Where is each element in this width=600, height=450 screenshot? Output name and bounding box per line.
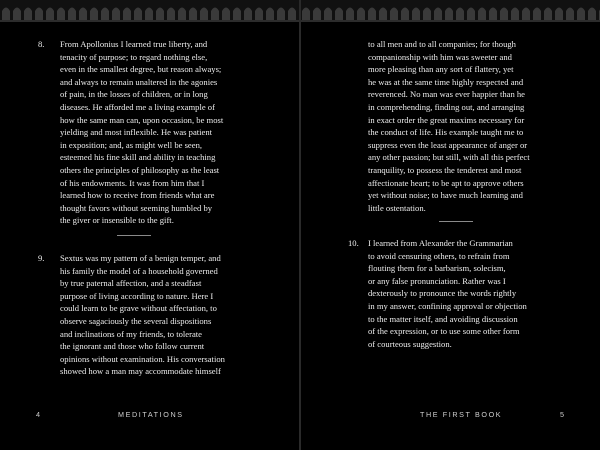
arch-ornament: [335, 8, 343, 21]
arch-ornament: [533, 8, 541, 21]
text-line: learned how to receive from friends what are: [60, 190, 215, 201]
text-line: dexterously to pronounce the words rightly: [368, 288, 517, 299]
text-line: even in the smallest degree, but reason always;: [60, 64, 222, 75]
page-number: 5: [560, 410, 564, 419]
decorative-top-border: [0, 0, 300, 22]
arch-ornament: [156, 8, 164, 21]
arch-ornament: [46, 8, 54, 21]
text-line: reverenced. No man was ever happier than he: [368, 89, 525, 100]
arch-ornament: [445, 8, 453, 21]
arch-ornament: [13, 8, 21, 21]
text-line: yielding and most inflexible. He was patient: [60, 127, 213, 138]
passage-text: [368, 237, 598, 350]
text-line: the ignorant and those who follow current: [60, 341, 205, 352]
ornament-icon: [0, 0, 300, 22]
arch-ornament: [544, 8, 552, 21]
page-number: 4: [36, 410, 40, 419]
arch-ornament: [434, 8, 442, 21]
text-line: diseases. He afforded me a living example of: [60, 101, 215, 112]
text-line: purpose of living according to nature. Here I: [60, 290, 214, 301]
text-line: tranquility, to possess the tenderest and most: [368, 164, 522, 175]
arch-ornament: [423, 8, 431, 21]
passage-text: [60, 38, 290, 227]
arch-ornament: [302, 8, 310, 21]
arch-ornament: [390, 8, 398, 21]
text-line: and inclinations of my friends, to tolerate: [60, 328, 202, 339]
text-line: could learn to be grave without affectation, to: [60, 303, 217, 314]
text-line: observe sagaciously the several dispositions: [60, 315, 212, 326]
passage-number: 9.: [38, 253, 45, 263]
arch-ornament: [566, 8, 574, 21]
text-line: Sextus was my pattern of a benign temper, and: [60, 253, 221, 263]
arch-ornament: [346, 8, 354, 21]
running-header: MEDITATIONS: [118, 410, 184, 419]
text-line: I learned from Alexander the Grammarian: [368, 238, 513, 248]
text-line: little ostentation.: [368, 202, 426, 213]
text-line: suppress even the least appearance of anger or: [368, 139, 528, 150]
text-line: From Apollonius I learned true liberty, and: [60, 39, 208, 49]
text-line: to avoid censuring others, to refrain from: [368, 250, 510, 261]
arch-ornament: [266, 8, 274, 21]
arch-ornament: [90, 8, 98, 21]
passage-number: 10.: [348, 238, 359, 248]
arch-ornament: [134, 8, 142, 21]
arch-ornament: [277, 8, 285, 21]
text-line: in exact order the great maxims necessary for: [368, 114, 525, 125]
text-line: more pleasing than any sort of flattery, yet: [368, 64, 514, 75]
passage-text: [60, 252, 290, 378]
arch-ornament: [379, 8, 387, 21]
arch-ornament: [313, 8, 321, 21]
text-line: others the principles of philosophy as the least: [60, 164, 220, 175]
arch-ornament: [244, 8, 252, 21]
arch-ornament: [189, 8, 197, 21]
arch-ornament: [577, 8, 585, 21]
text-line: to all men and to all companies; for though: [368, 39, 516, 49]
right-page[interactable]: [300, 0, 600, 450]
ornament-icon: [300, 0, 600, 22]
text-line: showed how a man may accommodate himself: [60, 366, 221, 377]
text-line: the conduct of life. His example taught me to: [368, 127, 524, 138]
text-line: by true paternal affection, and a steadfast: [60, 278, 202, 289]
arch-ornament: [167, 8, 175, 21]
arch-ornament: [222, 8, 230, 21]
arch-ornament: [112, 8, 120, 21]
arch-ornament: [145, 8, 153, 21]
text-line: of courteous suggestion.: [368, 338, 452, 349]
text-line: of the expression, or to use some other form: [368, 326, 520, 337]
arch-ornament: [522, 8, 530, 21]
text-line: any other passion; but still, with all this perfect: [368, 152, 530, 163]
arch-ornament: [200, 8, 208, 21]
text-line: in exposition; and, as might well be seen,: [60, 139, 203, 150]
section-divider: [117, 235, 151, 236]
arch-ornament: [233, 8, 241, 21]
arch-ornament: [324, 8, 332, 21]
arch-ornament: [489, 8, 497, 21]
text-line: of his endowments. It was from him that I: [60, 177, 205, 188]
arch-ornament: [511, 8, 519, 21]
text-line: to the matter itself, and avoiding discussion: [368, 313, 518, 324]
text-line: he was at the same time highly respected and: [368, 76, 524, 87]
arch-ornament: [211, 8, 219, 21]
arch-ornament: [68, 8, 76, 21]
decorative-top-border: [300, 0, 600, 22]
arch-ornament: [401, 8, 409, 21]
arch-ornament: [178, 8, 186, 21]
text-line: the giver or insensible to the gift.: [60, 215, 174, 226]
arch-ornament: [255, 8, 263, 21]
arch-ornament: [288, 8, 296, 21]
arch-ornament: [478, 8, 486, 21]
arch-ornament: [79, 8, 87, 21]
arch-ornament: [555, 8, 563, 21]
text-line: esteemed his fine skill and ability in teaching: [60, 152, 216, 163]
text-line: how the same man can, upon occasion, be most: [60, 114, 224, 125]
arch-ornament: [588, 8, 596, 21]
text-line: thought favors without seeming humbled by: [60, 202, 213, 213]
section-divider: [439, 221, 473, 222]
text-line: companionship with him was sweeter and: [368, 51, 512, 62]
passage-number: 8.: [38, 39, 45, 49]
arch-ornament: [467, 8, 475, 21]
book-spine: [299, 0, 301, 450]
arch-ornament: [123, 8, 131, 21]
text-line: flouting them for a barbarism, solecism,: [368, 263, 506, 274]
text-line: his family the model of a household governed: [60, 265, 218, 276]
arch-ornament: [101, 8, 109, 21]
arch-ornament: [456, 8, 464, 21]
arch-ornament: [35, 8, 43, 21]
text-line: of pain, in the losses of children, or in long: [60, 89, 208, 100]
text-line: opinions without examination. His conversation: [60, 353, 225, 364]
arch-ornament: [500, 8, 508, 21]
text-line: in my answer, confining approval or objection: [368, 300, 527, 311]
text-line: affectionate heart; to be apt to approve others: [368, 177, 524, 188]
text-line: tenacity of purpose; to regard nothing else,: [60, 51, 208, 62]
arch-ornament: [368, 8, 376, 21]
text-line: yet without noise; to have much learning and: [368, 190, 523, 201]
arch-ornament: [357, 8, 365, 21]
arch-ornament: [24, 8, 32, 21]
arch-ornament: [2, 8, 10, 21]
arch-ornament: [57, 8, 65, 21]
running-header: THE FIRST BOOK: [420, 410, 503, 419]
passage-text: [368, 38, 598, 214]
arch-ornament: [412, 8, 420, 21]
text-line: in comprehending, finding out, and arranging: [368, 101, 525, 112]
text-line: or any false pronunciation. Rather was I: [368, 275, 506, 286]
text-line: and always to remain unaltered in the agonies: [60, 76, 218, 87]
